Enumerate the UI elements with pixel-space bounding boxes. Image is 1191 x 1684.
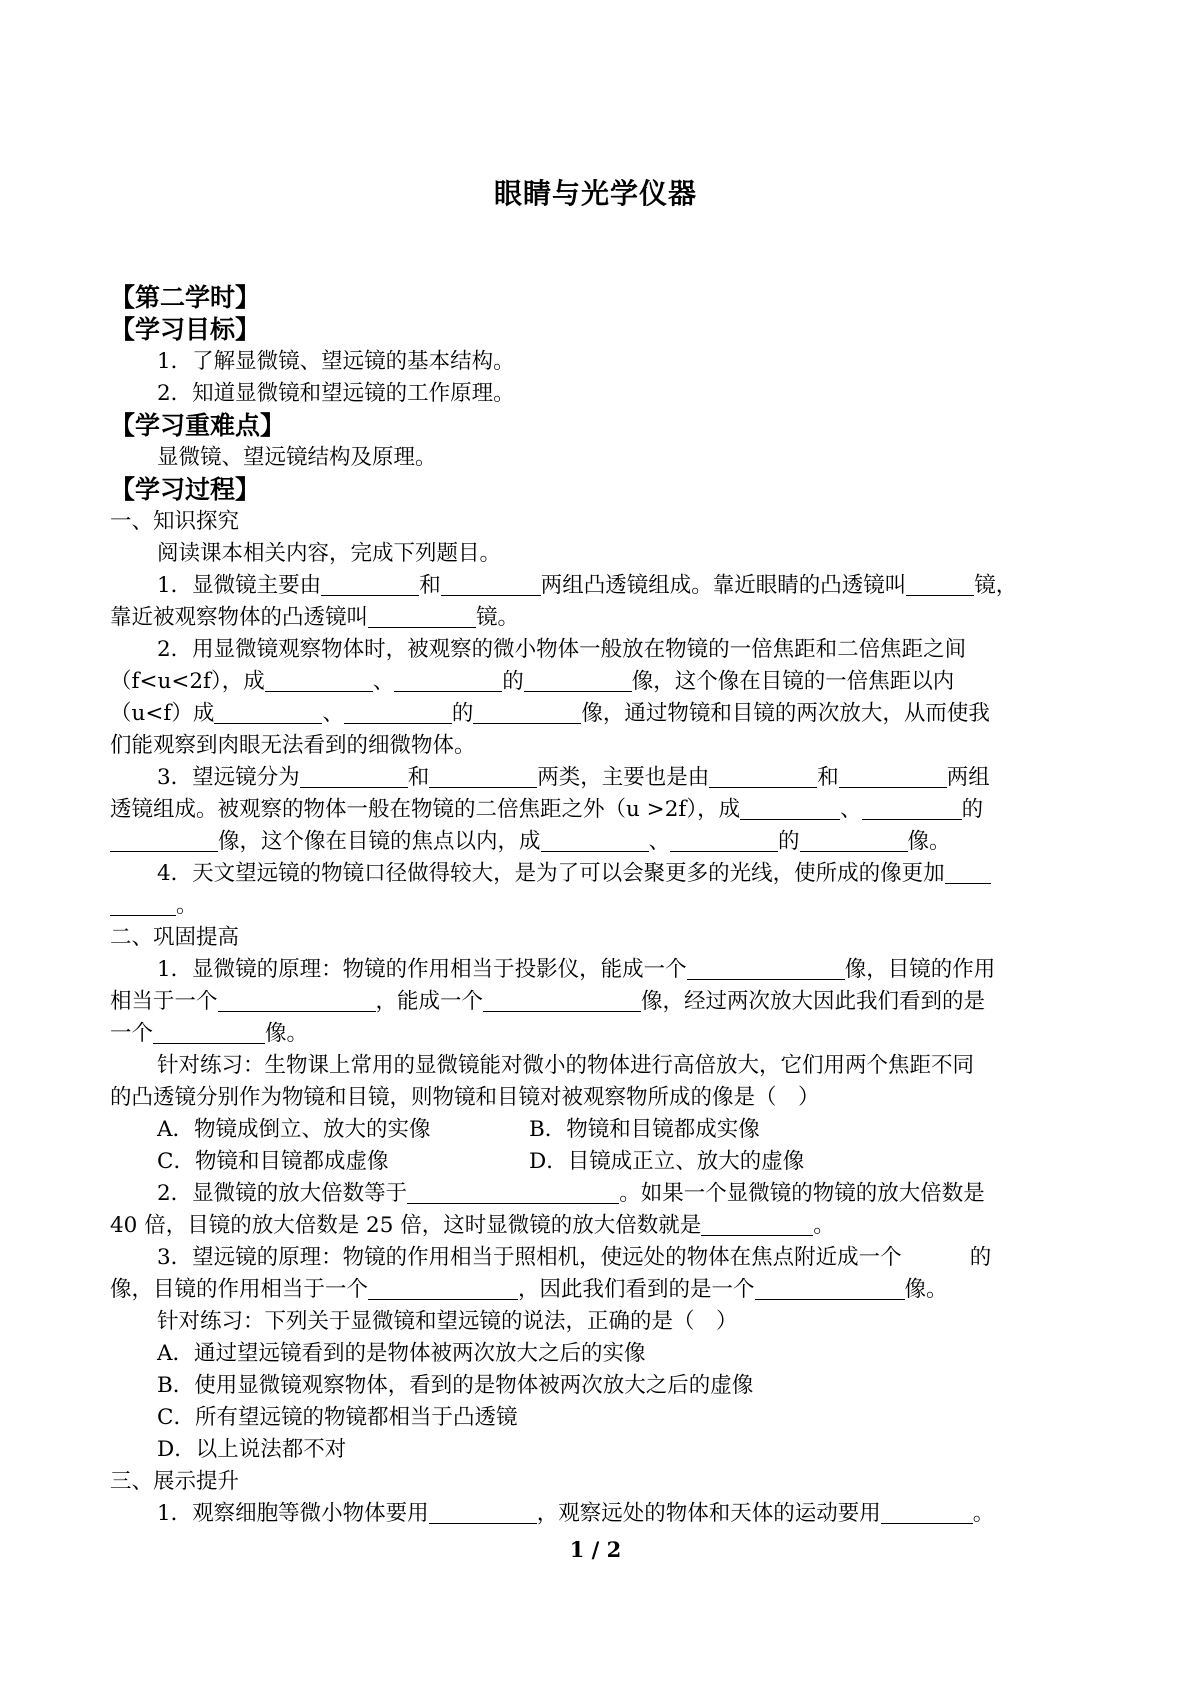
answer-blank[interactable] [407,1181,619,1204]
option-c[interactable]: C．物镜和目镜都成虚像 [157,1149,389,1174]
answer-blank[interactable] [473,701,581,724]
answer-blank[interactable] [862,797,962,820]
question-1-4-cont: 。 [110,890,1082,922]
answer-blank[interactable] [394,669,502,692]
goal-item: 2．知道显微镜和望远镜的工作原理。 [157,381,515,406]
section-title: 二、巩固提高 [110,925,240,950]
option-b[interactable]: B．物镜和目镜都成实像 [529,1117,760,1142]
heading-key-points: 【学习重难点】 [110,411,286,440]
question-1-1: 1．显微镜主要由 和 两组凸透镜组成。靠近眼睛的凸透镜叫 镜， [157,573,1018,598]
question-2-3: 3．望远镜的原理：物镜的作用相当于照相机，使远处的物体在焦点附近成一个 的 [157,1245,992,1270]
page-number: 1 / 2 [569,1537,622,1562]
question-1-4: 4．天文望远镜的物镜口径做得较大，是为了可以会聚更多的光线，使所成的像更加 [110,858,1082,890]
answer-blank[interactable] [524,669,632,692]
answer-blank[interactable] [839,765,947,788]
answer-blank[interactable] [670,829,778,852]
heading-goals: 【学习目标】 [110,315,261,344]
question-1-3-cont: 透镜组成。被观察的物体一般在物镜的二倍焦距之外（u >2f），成 、 的 [110,797,984,822]
question-1-2-cont: （u<f）成 、 的 像，通过物镜和目镜的两次放大，从而使我 [110,701,990,726]
question-1-2: 2．用显微镜观察物体时，被观察的微小物体一般放在物镜的一倍焦距和二倍焦距之间 [157,637,967,662]
answer-blank[interactable] [740,797,840,820]
answer-blank[interactable] [344,701,452,724]
document-title: 眼睛与光学仪器 [493,177,697,210]
answer-blank[interactable] [701,1213,813,1236]
question-2-2-cont: 40 倍，目镜的放大倍数是 25 倍，这时显微镜的放大倍数就是 。 [110,1213,835,1238]
question-1-3-cont: 像，这个像在目镜的焦点以内，成 、 的 像。 [110,826,1082,858]
answer-blank[interactable] [541,829,649,852]
answer-blank[interactable] [429,1501,537,1524]
question-2-1-cont: 相当于一个 ，能成一个 像，经过两次放大因此我们看到的是 [110,989,986,1014]
practice-1-options [110,1114,1082,1146]
answer-blank[interactable] [321,573,419,596]
question-1-2-cont: 们能观察到肉眼无法看到的细微物体。 [110,733,476,758]
question-2-1: 1．显微镜的原理：物镜的作用相当于投影仪，能成一个 像，目镜的作用 [157,957,996,982]
practice-1-cont: 的凸透镜分别作为物镜和目镜，则物镜和目镜对被观察物所成的像是（ ） [110,1085,820,1110]
goal-item: 1．了解显微镜、望远镜的基本结构。 [157,349,515,374]
question-1-1-cont: 靠近被观察物体的凸透镜叫 镜。 [110,605,520,630]
option-b[interactable]: B．使用显微镜观察物体，看到的是物体被两次放大之后的虚像 [157,1373,754,1398]
answer-blank[interactable] [881,1501,973,1524]
practice-2: 针对练习：下列关于显微镜和望远镜的说法，正确的是（ ） [157,1309,738,1334]
heading-period: 【第二学时】 [110,283,261,312]
answer-blank[interactable] [218,989,376,1012]
option-a[interactable]: A．通过望远镜看到的是物体被两次放大之后的实像 [157,1341,646,1366]
answer-blank[interactable] [265,669,373,692]
question-2-3-cont: 像，目镜的作用相当于一个 ，因此我们看到的是一个 像。 [110,1277,948,1302]
key-points-text: 显微镜、望远镜结构及原理。 [157,445,437,470]
option-d[interactable]: D．目镜成正立、放大的虚像 [529,1149,805,1174]
option-d[interactable]: D．以上说法都不对 [157,1437,347,1462]
option-c[interactable]: C．所有望远镜的物镜都相当于凸透镜 [157,1405,518,1430]
option-a[interactable]: A．物镜成倒立、放大的实像 [157,1117,431,1142]
question-1-2-cont: （f<u<2f），成 、 的 像，这个像在目镜的一倍焦距以内 [110,669,955,694]
answer-blank[interactable] [755,1277,905,1300]
answer-blank[interactable] [906,573,974,596]
answer-blank[interactable] [483,989,641,1012]
answer-blank[interactable] [110,829,218,852]
answer-blank[interactable] [441,573,541,596]
answer-blank[interactable] [300,765,408,788]
question-2-2: 2．显微镜的放大倍数等于 。如果一个显微镜的物镜的放大倍数是 [157,1181,985,1206]
document-body [110,282,1082,1530]
answer-blank[interactable] [945,861,991,884]
heading-process: 【学习过程】 [110,475,261,504]
answer-blank[interactable] [687,957,845,980]
practice-1: 针对练习：生物课上常用的显微镜能对微小的物体进行高倍放大，它们用两个焦距不同 [157,1053,975,1078]
answer-blank[interactable] [429,765,537,788]
question-3-1: 1．观察细胞等微小物体要用 ，观察远处的物体和天体的运动要用 。 [157,1501,995,1526]
answer-blank[interactable] [800,829,908,852]
section-title: 三、展示提升 [110,1469,240,1494]
practice-1-options [110,1146,1082,1178]
section-title: 一、知识探究 [110,509,240,534]
question-1-3: 3．望远镜分为 和 两类，主要也是由 和 两组 [157,765,990,790]
question-2-1-cont: 一个 像。 [110,1021,309,1046]
answer-blank[interactable] [368,605,476,628]
answer-blank[interactable] [153,1021,265,1044]
section-intro: 阅读课本相关内容，完成下列题目。 [157,541,502,566]
answer-blank[interactable] [368,1277,518,1300]
answer-blank[interactable] [214,701,322,724]
answer-blank[interactable] [110,893,176,916]
answer-blank[interactable] [709,765,817,788]
